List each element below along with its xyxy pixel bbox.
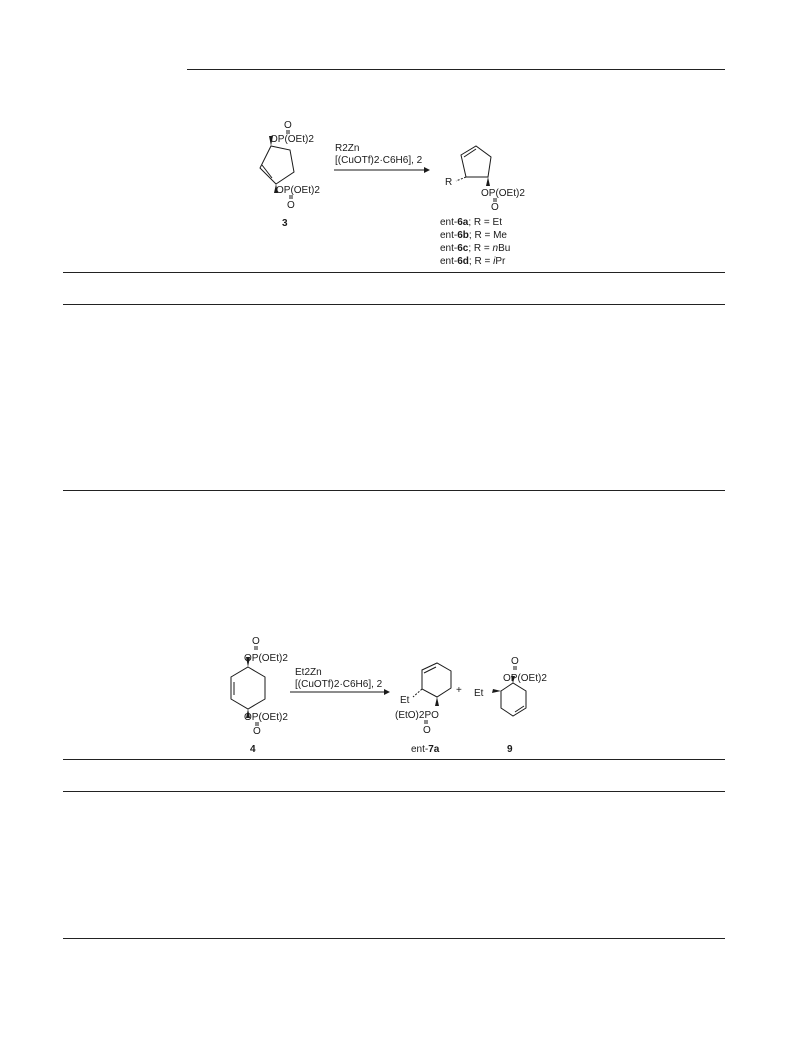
scheme1-start-upper-group: OP(OEt)2 — [270, 134, 314, 145]
scheme1-start-lower-group: OP(OEt)2 — [276, 185, 320, 196]
scheme2-start-lower-group: OP(OEt)2 — [244, 712, 288, 723]
scheme1-product-group: OP(OEt)2 — [481, 188, 525, 199]
scheme2-reagent-line2: [(CuOTf)2·C6H6], 2 — [295, 679, 383, 690]
scheme2-product2-label: 9 — [507, 744, 513, 755]
scheme2-reaction-arrow — [290, 667, 390, 695]
scheme2-product1-label: ent-7a — [411, 744, 440, 755]
scheme2-start-upper-group: OP(OEt)2 — [244, 653, 288, 664]
phosphate-oxo-o: O — [252, 636, 260, 647]
scheme1-product-substituent: R — [445, 177, 453, 188]
scheme2-start-structure — [231, 636, 288, 755]
phosphate-oxo-o: O — [253, 726, 261, 737]
scheme1-reagent-line2: [(CuOTf)2·C6H6], 2 — [335, 155, 423, 166]
scheme2-product1-group: (EtO)2PO — [395, 710, 439, 721]
scheme2-product1-substituent: Et — [400, 695, 410, 706]
product-label-6d: ent-6d; R = iPr — [440, 256, 506, 267]
scheme2-product2-substituent: Et — [474, 688, 484, 699]
scheme1-start-structure — [260, 120, 320, 229]
plus-sign: + — [456, 685, 462, 696]
scheme1-start-compound-number: 3 — [282, 218, 288, 229]
phosphate-oxo-o: O — [491, 202, 499, 213]
scheme1-reagent-line1: R2Zn — [335, 143, 360, 154]
product-label-6a: ent-6a; R = Et — [440, 217, 502, 228]
phosphate-oxo-o: O — [511, 656, 519, 667]
scheme2-product2-structure — [474, 656, 547, 755]
scheme2-start-compound-number: 4 — [250, 744, 256, 755]
phosphate-oxo-o: O — [284, 120, 292, 131]
phosphate-oxo-o: O — [287, 200, 295, 211]
scheme1 — [260, 120, 525, 267]
scheme2 — [231, 636, 547, 755]
scheme1-product-list — [440, 217, 510, 267]
product-label-6b: ent-6b; R = Me — [440, 230, 507, 241]
scheme2-product1-structure — [395, 663, 451, 755]
product-label-6c: ent-6c; R = nBu — [440, 243, 511, 254]
scheme1-reaction-arrow — [334, 143, 430, 173]
scheme1-product-structure — [445, 146, 525, 213]
scheme2-product2-group: OP(OEt)2 — [503, 673, 547, 684]
scheme2-reagent-line1: Et2Zn — [295, 667, 322, 678]
phosphate-oxo-o: O — [423, 725, 431, 736]
